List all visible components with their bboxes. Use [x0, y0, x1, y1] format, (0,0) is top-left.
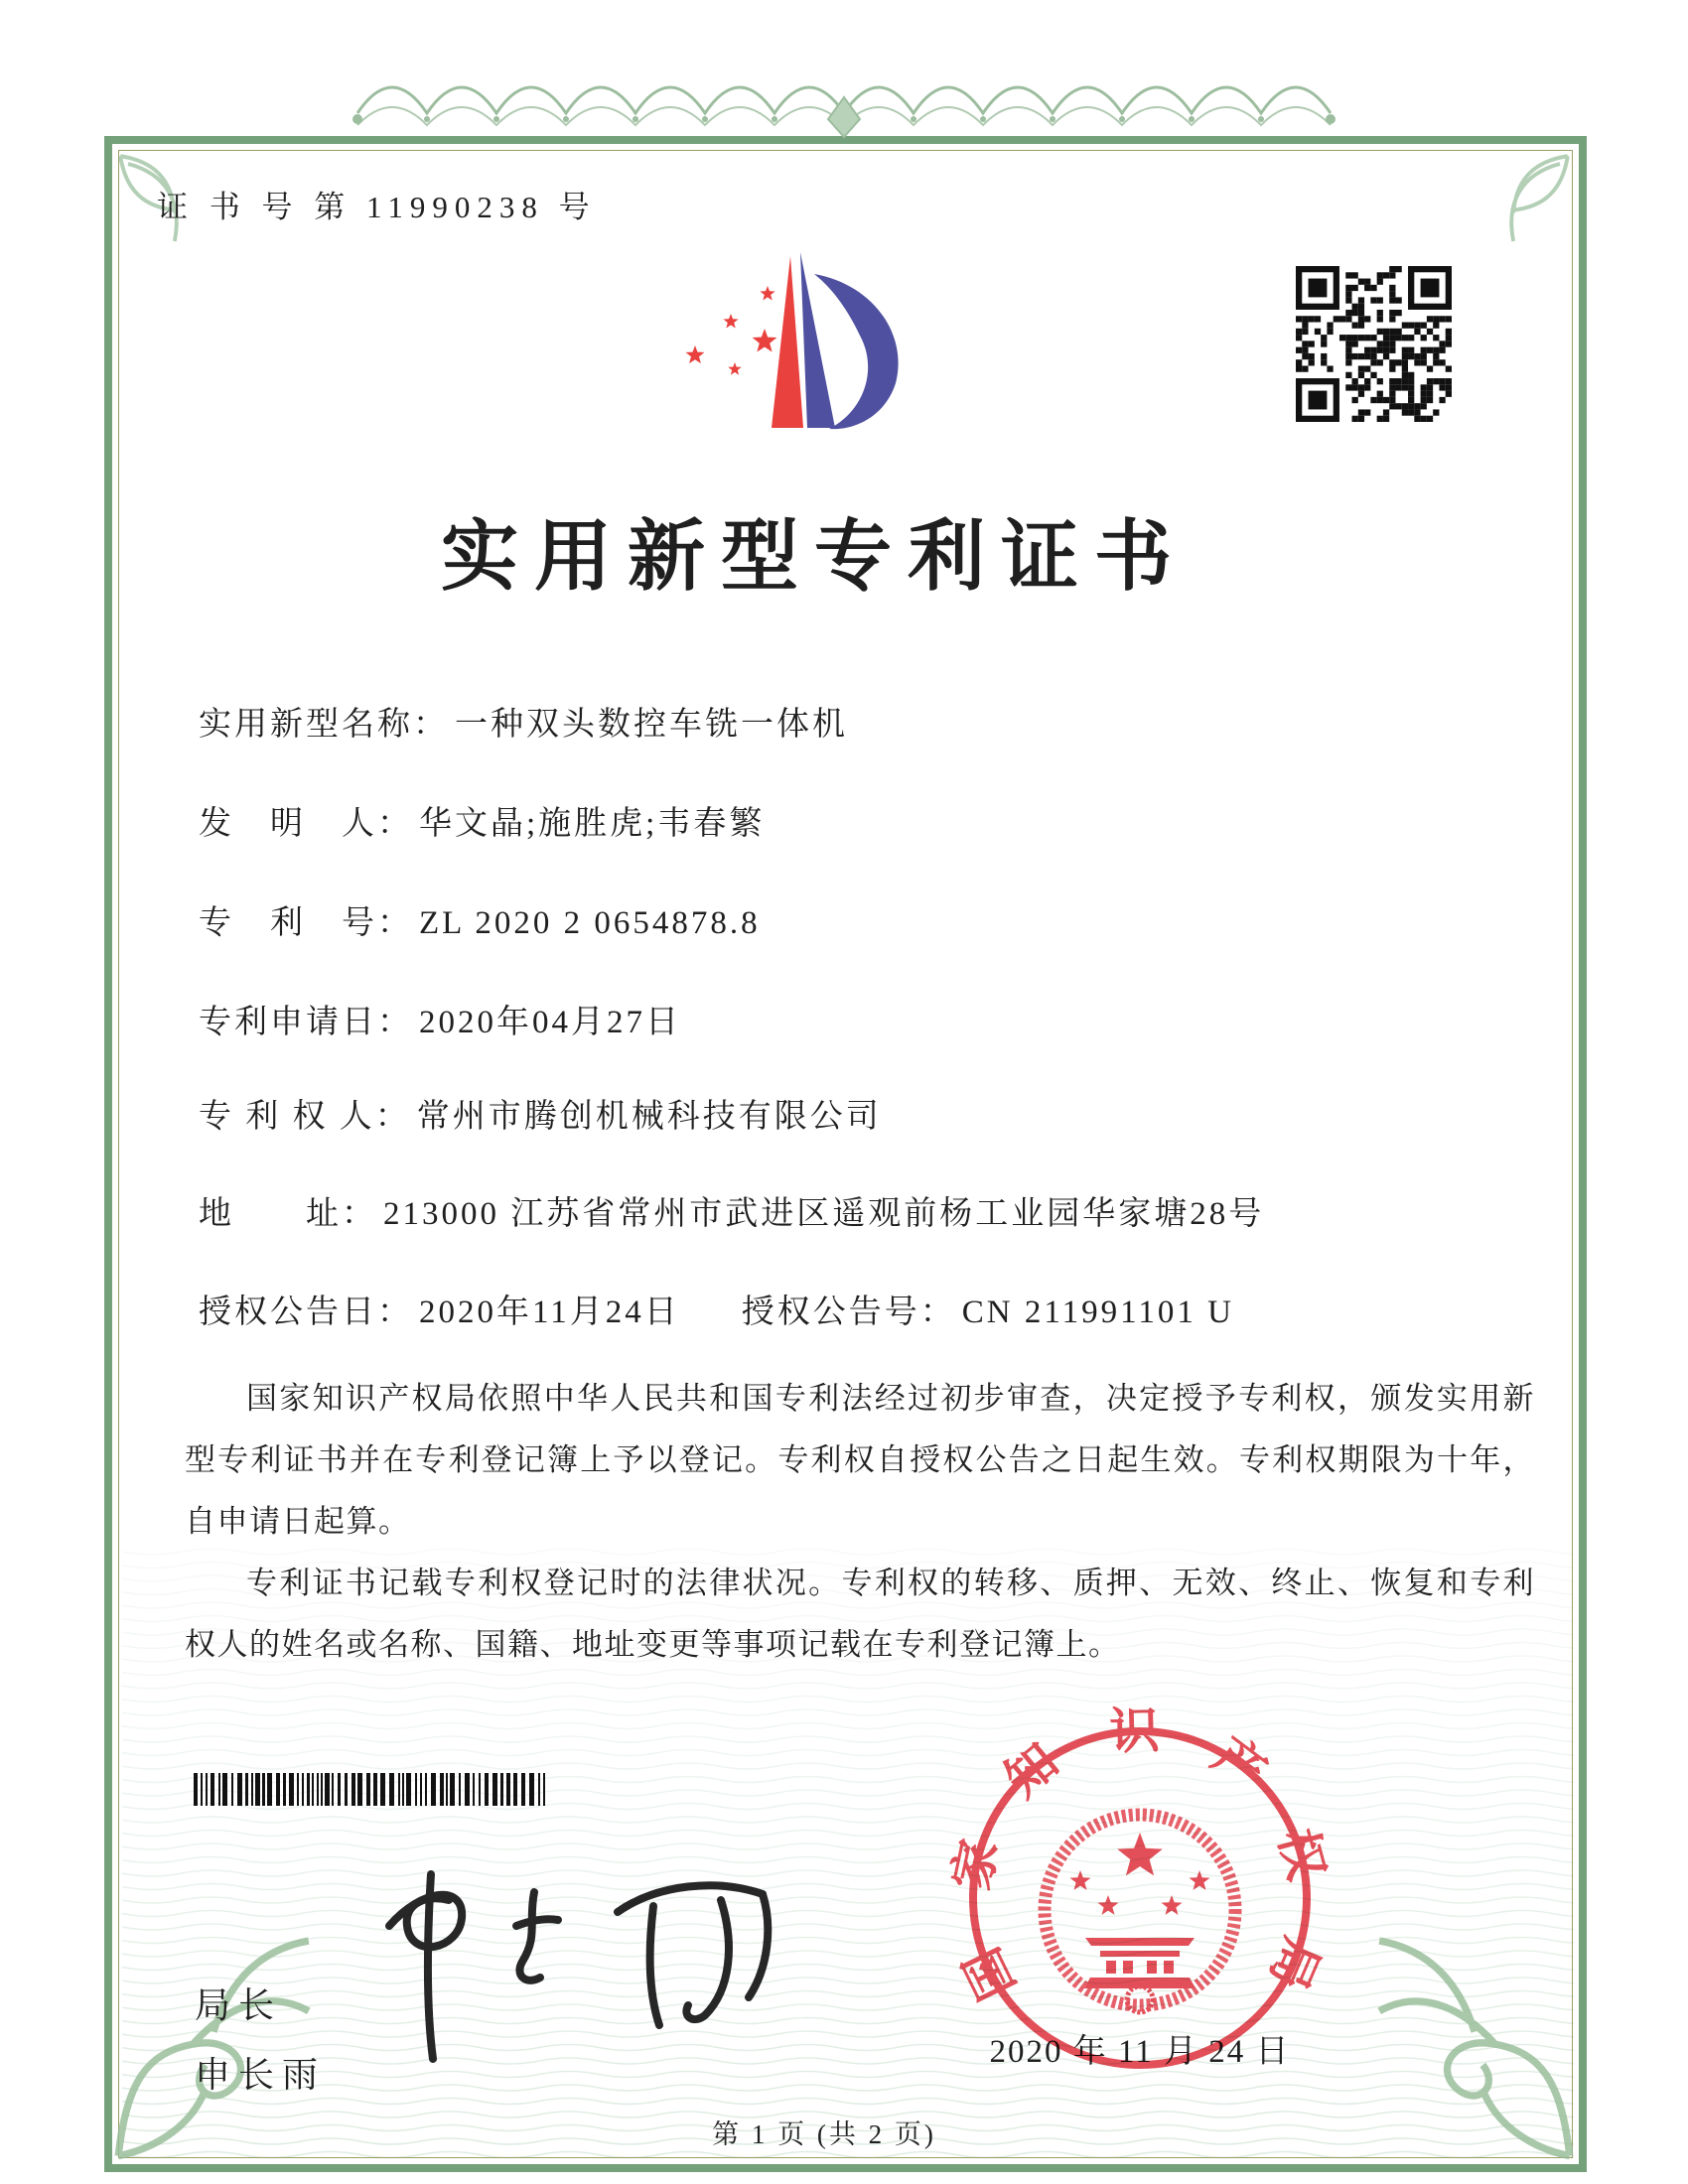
field-value: 213000 江苏省常州市武进区遥观前杨工业园华家塘28号 — [383, 1196, 1265, 1232]
field-row-address — [199, 1187, 1264, 1234]
official-seal — [941, 1700, 1338, 2097]
field-value: ZL 2020 2 0654878.8 — [419, 905, 761, 941]
barcode — [194, 1773, 551, 1806]
field-label: 专利申请日： — [199, 1005, 413, 1040]
field-label: 实用新型名称： — [199, 707, 449, 743]
page-footer: 第 1 页 (共 2 页) — [712, 2119, 936, 2149]
body-paragraph-2: 专利证书记载专利权登记时的法律状况。专利权的转移、质押、无效、终止、恢复和专利权人的姓名或名称、国籍、地址变更等事项记载在专利登记簿上。 — [185, 1566, 1535, 1662]
body-paragraph-1: 国家知识产权局依照中华人民共和国专利法经过初步审查，决定授予专利权，颁发实用新型专利证书并在专利登记簿上予以登记。专利权自授权公告之日起生效。专利权期限为十年，自申请日起算。 — [185, 1381, 1535, 1539]
cnipa-logo-icon — [673, 244, 921, 433]
qr-code — [1296, 266, 1452, 422]
field-row-patentee — [199, 1090, 882, 1137]
signature-handwriting-icon — [367, 1864, 834, 2073]
seal-emblem-building — [1084, 1938, 1196, 1988]
field-value: 华文晶;施胜虎;韦春繁 — [419, 806, 766, 842]
field-row-utility-model-name — [199, 698, 848, 745]
field-label: 专 利 权 人： — [199, 1099, 411, 1135]
field-value: 一种双头数控车铣一体机 — [455, 707, 848, 743]
field-row-grant-publication — [199, 1286, 1234, 1332]
commissioner-title: 局长 — [195, 1985, 283, 2025]
field-row-inventors — [199, 797, 765, 844]
field-value: 2020年11月24日 — [419, 1295, 680, 1330]
certificate-number: 证 书 号 第 11990238 号 — [157, 190, 597, 224]
field-label: 专 利 号： — [199, 905, 413, 941]
top-lace-ornament — [348, 56, 1340, 139]
commissioner-name: 申长雨 — [195, 2055, 327, 2095]
field-value: CN 211991101 U — [961, 1295, 1235, 1330]
certificate-title: 实用新型专利证书 — [440, 513, 1188, 600]
seal-date: 2020 年 11 月 24 日 — [989, 2034, 1291, 2070]
field-row-patent-number — [199, 896, 761, 943]
field-value: 2020年04月27日 — [419, 1005, 681, 1040]
field-label: 授权公告日： — [199, 1295, 413, 1330]
field-value: 常州市腾创机械科技有限公司 — [416, 1099, 882, 1135]
field-label: 地 址： — [199, 1196, 377, 1232]
field-row-filing-date — [199, 996, 681, 1042]
field-label: 授权公告号： — [741, 1295, 956, 1330]
corner-flourish-top-right — [1444, 151, 1573, 280]
field-label: 发 明 人： — [199, 806, 413, 842]
legal-body-text — [185, 1368, 1535, 1676]
seal-ring-text: 国家知识产权局 — [942, 1703, 1336, 2008]
